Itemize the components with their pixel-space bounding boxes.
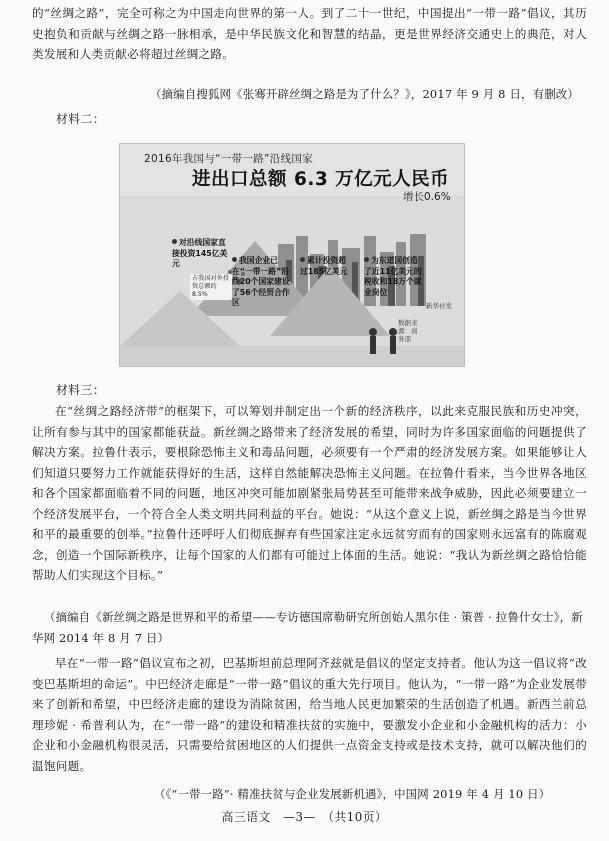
intro-paragraph: 的“丝绸之路”，完全可称之为中国走向世界的第一人。到了二十一世纪，中国提出“一带一路”倡议，其历史抱负和贡献与丝绸之路一脉相承，是中华民族文化和智慧的结晶，更是世界经济交通史上的典范，对人类发展和人类贡献必将超过丝绸之路。: [32, 6, 587, 61]
material3-paragraph-2: 早在“一带一路”倡议宣布之初，巴基斯坦前总理阿齐兹就是倡议的坚定支持者。他认为这一倡议将“改变巴基斯坦的命运”。中巴经济走廊是“一带一路”倡议的重大先行项目。他认为，“一带一路”为企业发展带来了创新和希望，中巴经济走廊的建设为消除贫困，给当地人民更加繁荣的生活创造了机遇。新西兰前总理珍妮 · 希普利认为，在“一带一路”的建设和精准扶贫的实施中，要激发小企业和小金融机构的活力：小企业和小金融机构很灵活，只需要给贫困地区的人们提供一点资金支持或是技术支持，就可以解决他们的温饱问题。: [32, 656, 587, 773]
material2-label: 材料二：: [56, 112, 106, 126]
source-citation-1: （摘编自搜狐网《张骞开辟丝绸之路是为了什么？》，2017 年 9 月 8 日，有删改）: [150, 87, 579, 101]
fact-direct-investment-share: 占我国对外投资总额的8.5%: [190, 274, 232, 300]
fact-trade-zones-text: 我国企业已在“一带一路”沿线20个国家建设了56个经贸合作区: [232, 256, 290, 308]
bullet-icon: [172, 239, 177, 244]
fact-host-benefits: [364, 256, 424, 298]
infographic-data-source: 数据来源：商务部: [398, 319, 418, 343]
bullet-icon: [300, 257, 305, 262]
infographic: [119, 143, 465, 367]
bullet-icon: [364, 257, 369, 262]
fact-cumulative-investment-text: 累计投资超过185亿美元: [300, 256, 348, 276]
fact-direct-investment-text: 对沿线国家直接投资145亿美元: [172, 238, 228, 269]
growth-figure: 增长0.6%: [403, 191, 451, 203]
material3-paragraph: 在“丝绸之路经济带”的框架下，可以筹划并制定出一个新的经济秩序，以此来克服民族和历史冲突，让所有参与其中的国家都能获益。新丝绸之路带来了经济发展的希望，同时为许多国家面临的问题提供了解决方案。拉鲁什表示，要根除恐怖主义和毒品问题，必须要有一个严肃的经济发展方案。如果能够让人们知道只要努力工作就能获得好的生活，这样自然能解决恐怖主义问题。在拉鲁什看来，当今世界各地区和各个国家都面临着不同的问题，地区冲突可能加剧紧张局势甚至可能带来战争威胁，因此必须要建立一个经济发展平台，一个符合全人类文明共同利益的平台。她说：“从这个意义上说，新丝绸之路是当今世界和平的最重要的创举。”拉鲁什还呼吁人们彻底摒弃有些国家注定永远贫穷而有的国家则永远富有的陈腐观念，创造一个国际新秩序，让每个国家的人们都有可能过上体面的生活。她说：“我认为新丝绸之路恰恰能帮助人们实现这个目标。”: [32, 404, 587, 582]
fact-host-benefits-text: 为东道国创造了近11亿美元的税收和18万个就业岗位: [364, 256, 422, 297]
source-citation-2: （摘编自《新丝绸之路是世界和平的希望——专访德国席勒研究所创始人黑尔佳 · 策普 · 拉鲁什女士》，新华网 2014 年 8 月 7 日）: [32, 610, 583, 645]
page-footer: 高三语文 —3— （共10页）: [221, 810, 388, 824]
infographic-headline: 进出口总额 6.3 万亿元人民币: [192, 169, 450, 190]
fact-cumulative-investment: [300, 256, 350, 277]
fact-trade-zones: [232, 256, 292, 309]
source-citation-3: （《“一带一路”· 精准扶贫与企业发展新机遇》，中国网 2019 年 4 月 10 日）: [154, 787, 551, 801]
bullet-icon: [232, 257, 237, 262]
fact-direct-investment: [172, 238, 232, 270]
infographic-publisher: 新华社发: [426, 302, 452, 310]
material3-label: 材料三：: [56, 383, 106, 397]
infographic-subtitle: 2016年我国与“一带一路”沿线国家: [144, 153, 314, 165]
